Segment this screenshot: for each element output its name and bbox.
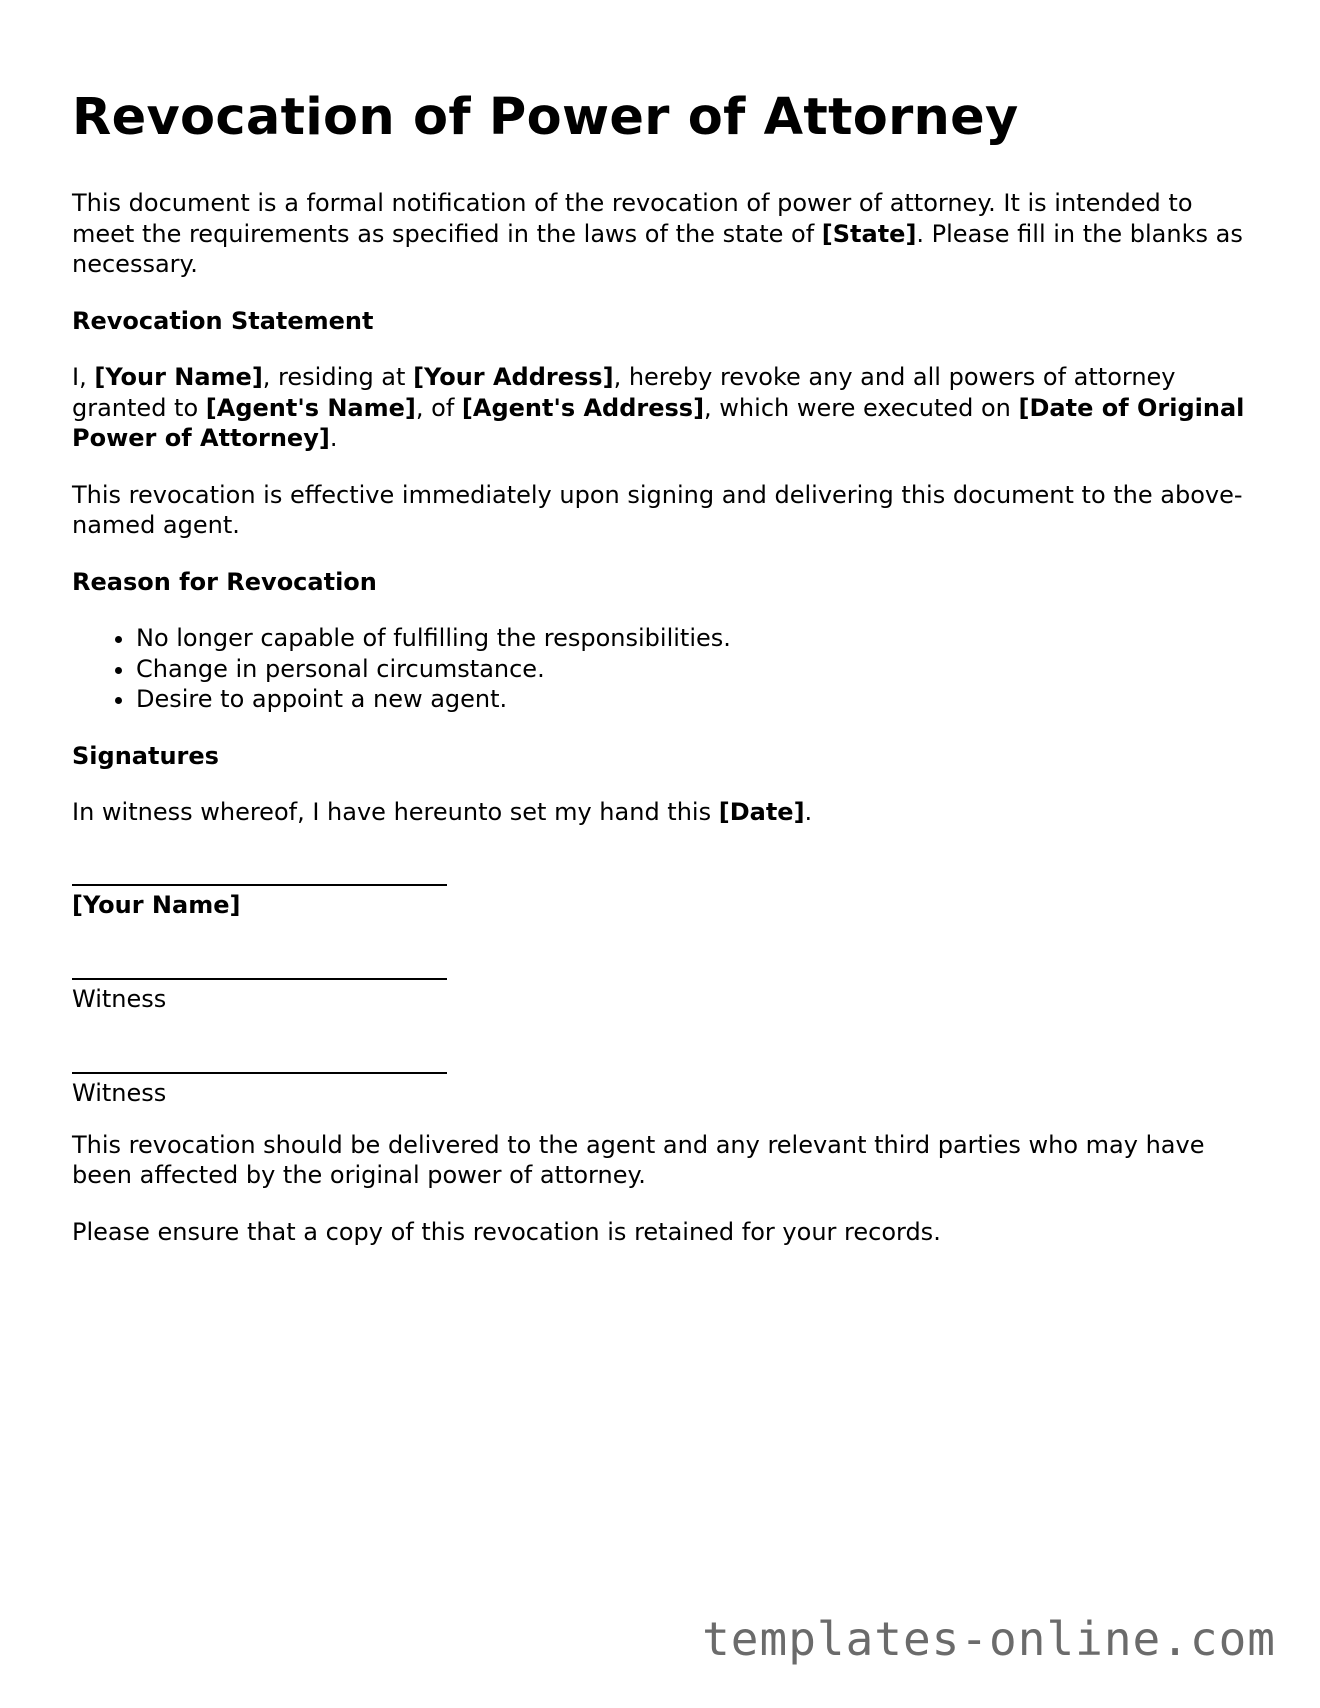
signature-line[interactable] <box>72 1068 447 1074</box>
statement-text: , which were executed on <box>704 393 1019 422</box>
revocation-statement-heading: Revocation Statement <box>72 306 374 335</box>
statement-text: , residing at <box>262 363 414 391</box>
list-item: • Change in personal circumstance. <box>136 654 1252 685</box>
agent-address-placeholder: [Agent's Address] <box>461 393 705 422</box>
signature-line[interactable] <box>72 880 447 886</box>
watermark: templates-online.com <box>702 1612 1276 1666</box>
witness-text-end: . <box>804 798 813 826</box>
signature-label-witness: Witness <box>72 984 167 1013</box>
spacer <box>72 854 1252 880</box>
intro-text-end: . Please fill in the blanks as necessary. <box>72 219 1243 278</box>
state-placeholder: [State] <box>821 219 917 248</box>
statement-text: , of <box>415 393 462 422</box>
original-date-placeholder: [Date of Original Power of Attorney] <box>72 393 1245 452</box>
signatures-heading: Signatures <box>72 741 219 770</box>
statement-text: . <box>329 424 338 452</box>
statement-text: I, <box>72 363 95 391</box>
agent-name-placeholder: [Agent's Name] <box>205 393 416 422</box>
delivery-paragraph: This revocation should be delivered to the agent and any relevant third parties who may have been affected by the original power of attorney. <box>72 1130 1205 1189</box>
page-title: Revocation of Power of Attorney <box>72 88 1019 147</box>
revocation-statement-paragraph <box>72 362 1252 454</box>
your-address-placeholder: [Your Address] <box>413 363 614 391</box>
intro-text: This document is a formal notification of the revocation of power of attorney. It is intended to meet the requirements as specified in the laws of the state of <box>72 189 1193 248</box>
signature-label-witness: Witness <box>72 1078 167 1107</box>
reason-heading: Reason for Revocation <box>72 567 377 596</box>
reason-list <box>72 623 1252 715</box>
list-item: • No longer capable of fulfilling the responsibilities. <box>136 623 1252 654</box>
records-paragraph: Please ensure that a copy of this revocation is retained for your records. <box>72 1217 941 1246</box>
spacer <box>72 920 1252 974</box>
intro-paragraph <box>72 188 1252 280</box>
list-item: • Desire to appoint a new agent. <box>136 684 1252 715</box>
witness-whereof-paragraph <box>72 797 1252 828</box>
effective-paragraph: This revocation is effective immediately upon signing and delivering this document to the above-named agent. <box>72 480 1243 539</box>
statement-text: , hereby revoke any and all powers of attorney granted to <box>72 363 1176 422</box>
date-placeholder: [Date] <box>718 798 805 826</box>
signature-line[interactable] <box>72 974 447 980</box>
document-page <box>72 88 1252 1273</box>
witness-text: In witness whereof, I have hereunto set my hand this <box>72 798 719 826</box>
your-name-placeholder: [Your Name] <box>94 363 263 391</box>
signature-label-your-name: [Your Name] <box>72 890 241 919</box>
signature-block <box>72 854 1252 1108</box>
spacer <box>72 1014 1252 1068</box>
